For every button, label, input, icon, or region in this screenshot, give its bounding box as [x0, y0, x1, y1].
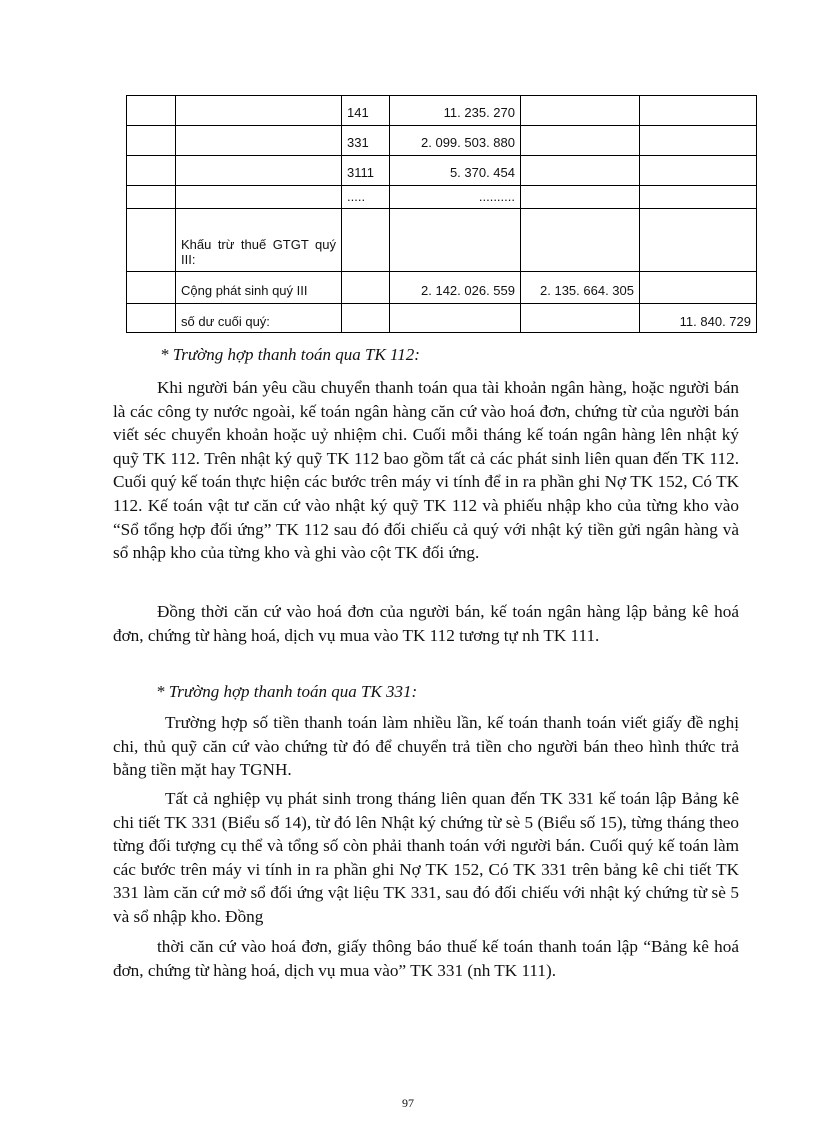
credit-amount-cell [521, 156, 640, 186]
balance-cell [640, 209, 757, 272]
table-cell [127, 96, 176, 126]
page-number: 97 [402, 1096, 414, 1110]
debit-amount-cell [390, 209, 521, 272]
credit-amount-cell [521, 186, 640, 209]
section-heading-tk331: * Trường hợp thanh toán qua TK 331: [156, 682, 418, 701]
paragraph: thời căn cứ vào hoá đơn, giấy thông báo thuế kế toán thanh toán lập “Bảng kê hoá đơn, chứng từ hàng hoá, dịch vụ mua vào” TK 331 (nh TK 111). [113, 937, 739, 980]
ledger-table [126, 95, 757, 333]
account-code-cell: ..... [342, 186, 390, 209]
balance-cell [640, 272, 757, 304]
debit-amount-cell: 2. 099. 503. 880 [390, 126, 521, 156]
debit-amount-cell: 2. 142. 026. 559 [390, 272, 521, 304]
account-code-cell: 141 [342, 96, 390, 126]
description-cell: Khấu trừ thuế GTGT quý III: [176, 209, 342, 272]
table-row [127, 96, 757, 126]
table-cell [176, 186, 342, 209]
credit-amount-cell [521, 96, 640, 126]
debit-amount-cell: .......... [390, 186, 521, 209]
table-cell [176, 96, 342, 126]
account-code-cell [342, 272, 390, 304]
table-row [127, 156, 757, 186]
debit-amount-cell [390, 304, 521, 333]
table-cell [127, 209, 176, 272]
balance-cell [640, 126, 757, 156]
table-cell [127, 272, 176, 304]
description-cell: Cộng phát sinh quý III [176, 272, 342, 304]
balance-cell [640, 156, 757, 186]
table-cell [127, 156, 176, 186]
balance-cell [640, 186, 757, 209]
table-cell [176, 156, 342, 186]
credit-amount-cell [521, 304, 640, 333]
table-cell [176, 126, 342, 156]
paragraph: Đồng thời căn cứ vào hoá đơn của người bán, kế toán ngân hàng lập bảng kê hoá đơn, chứng từ hàng hoá, dịch vụ mua vào TK 112 tương tự nh TK 111. [113, 602, 739, 645]
balance-cell: 11. 840. 729 [640, 304, 757, 333]
table-row [127, 186, 757, 209]
credit-amount-cell [521, 209, 640, 272]
paragraph: Tất cả nghiệp vụ phát sinh trong tháng liên quan đến TK 331 kế toán lập Bảng kê chi tiết TK 331 (Biểu số 14), từ đó lên Nhật ký chứng từ sè 5 (Biểu số 15), từng tháng theo từng đối tượng cụ thể và tổng số còn phải thanh toán với người bán. Cuối quý kế toán làm các bước trên máy vi tính in ra phần ghi Nợ TK 152, Có TK 331 trên bảng kê chi tiết TK 331 làm căn cứ mở sổ đối ứng vật liệu TK 331, sau đó đối chiếu với nhật ký chứng từ sè 5 và sổ nhập kho. Đồng [113, 789, 739, 926]
table-cell [127, 304, 176, 333]
table-row [127, 272, 757, 304]
debit-amount-cell: 11. 235. 270 [390, 96, 521, 126]
table-row [127, 126, 757, 156]
debit-amount-cell: 5. 370. 454 [390, 156, 521, 186]
section-heading-tk112: * Trường hợp thanh toán qua TK 112: [160, 345, 420, 364]
account-code-cell: 331 [342, 126, 390, 156]
account-code-cell [342, 304, 390, 333]
credit-amount-cell [521, 126, 640, 156]
table-cell [127, 186, 176, 209]
credit-amount-cell: 2. 135. 664. 305 [521, 272, 640, 304]
table-row [127, 304, 757, 333]
balance-cell [640, 96, 757, 126]
table-row [127, 209, 757, 272]
account-code-cell: 3111 [342, 156, 390, 186]
table-cell [127, 126, 176, 156]
account-code-cell [342, 209, 390, 272]
description-cell: số dư cuối quý: [176, 304, 342, 333]
paragraph: Khi người bán yêu cầu chuyển thanh toán qua tài khoản ngân hàng, hoặc người bán là các công ty nước ngoài, kế toán ngân hàng căn cứ vào hoá đơn, chứng từ của người bán viết séc chuyển khoản hoặc uỷ nhiệm chi. Cuối mỗi tháng kế toán ngân hàng lên nhật ký quỹ TK 112. Trên nhật ký quỹ TK 112 bao gồm tất cả các phát sinh liên quan đến TK 112. Cuối quý kế toán thực hiện các bước trên máy vi tính để in ra phần ghi Nợ TK 152, Có TK 112. Kế toán vật tư căn cứ vào nhật ký quỹ TK 112 và phiếu nhập kho của từng kho vào “Sổ tổng hợp đối ứng” TK 112 sau đó đối chiếu cả quý với nhật ký tiền gửi ngân hàng và sổ nhập kho của từng kho và ghi vào cột TK đối ứng. [113, 378, 739, 563]
paragraph: Trường hợp số tiền thanh toán làm nhiều lần, kế toán thanh toán viết giấy đề nghị chi, thủ quỹ căn cứ vào chứng từ đó để chuyển trả tiền cho người bán theo hình thức trả bằng tiền mặt hay TGNH. [113, 713, 739, 780]
